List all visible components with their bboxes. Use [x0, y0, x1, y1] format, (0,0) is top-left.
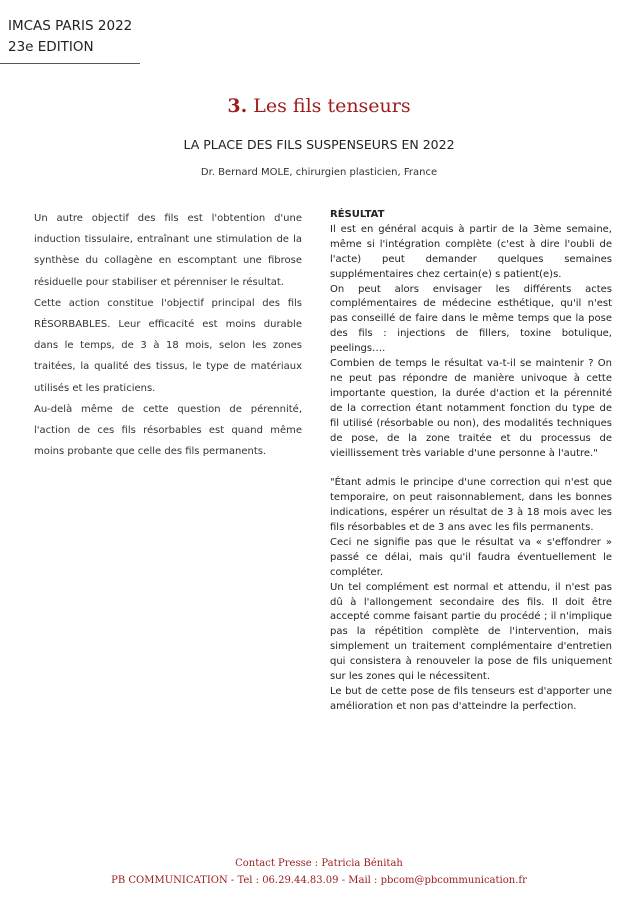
event-header — [8, 16, 132, 58]
section-number: 3. — [227, 95, 248, 117]
paragraph: Le but de cette pose de fils tenseurs est d'apporter une amélioration et non pas d'atteindre la perfection. — [330, 685, 612, 712]
event-edition: 23e EDITION — [8, 39, 94, 55]
paragraph-gap — [330, 461, 612, 476]
left-column — [34, 208, 302, 462]
page-subtitle: LA PLACE DES FILS SUSPENSEURS EN 2022 — [183, 137, 455, 152]
paragraph: Un tel complément est normal et attendu, il n'est pas dû à l'allongement secondaire des fils. Il doit être accepté comme faisant partie du procédé ; il n'implique pas la répétition complète de l'intervention, mais simplement un traitement complémentaire d'entretien qui consistera à renouveler la pose de fils uniquement sur les zones qui le nécessitent. — [330, 581, 612, 683]
section-title: Les fils tenseurs — [253, 95, 411, 117]
paragraph: Cette action constitue l'objectif principal des fils RÉSORBABLES. Leur efficacité est moins durable dans le temps, de 3 à 18 mois, selon les zones traitées, la qualité des tissus, le type de matériaux utilisés et les praticiens. — [34, 297, 302, 394]
header-divider — [0, 63, 140, 64]
footer-contact: Contact Presse : Patricia Bénitah — [235, 858, 403, 869]
paragraph: Il est en général acquis à partir de la 3ème semaine, même si l'intégration complète (c'est à dire l'oubli de l'acte) peut demander quelques semaines supplémentaires chez certain(e) s patient(e)s. — [330, 223, 612, 280]
paragraph: "Étant admis le principe d'une correction qui n'est que temporaire, on peut raisonnablement, dans les bonnes indications, espérer un résultat de 3 à 18 mois avec les fils résorbables et de 3 ans avec les fils permanents. — [330, 477, 612, 534]
page-title — [0, 95, 638, 117]
footer-agency: PB COMMUNICATION - Tel : 06.29.44.83.09 - Mail : pbcom@pbcommunication.fr — [111, 875, 527, 886]
paragraph: On peut alors envisager les différents actes complémentaires de médecine esthétique, qu'il n'est pas conseillé de faire dans le même temps que la pose des fils : injections de fillers, toxine botulique, peelings…. — [330, 283, 612, 355]
paragraph: Combien de temps le résultat va-t-il se maintenir ? On ne peut pas répondre de manière univoque à cette importante question, la durée d'action et la pérennité de la correction étant notamment fonction du type de fil utilisé (résorbable ou non), des modalités techniques de pose, de la zone traitée et du processus de vieillissement très variable d'une personne à l'autre." — [330, 358, 612, 459]
event-name: IMCAS PARIS 2022 — [8, 18, 133, 34]
paragraph: Au-delà même de cette question de pérennité, l'action de ces fils résorbables est quand même moins probante que celle des fils permanents. — [34, 403, 302, 458]
paragraph: Ceci ne signifie pas que le résultat va « s'effondrer » passé ce délai, mais qu'il faudra éventuellement le compléter. — [330, 536, 612, 578]
paragraph: Un autre objectif des fils est l'obtention d'une induction tissulaire, entraînant une stimulation de la synthèse du collagène en escomptant une fibrose résiduelle pour stabiliser et pérenniser le résultat. — [34, 213, 302, 288]
author-line: Dr. Bernard MOLE, chirurgien plasticien, France — [200, 167, 438, 178]
right-column — [330, 208, 612, 715]
section-heading: RÉSULTAT — [330, 209, 385, 220]
